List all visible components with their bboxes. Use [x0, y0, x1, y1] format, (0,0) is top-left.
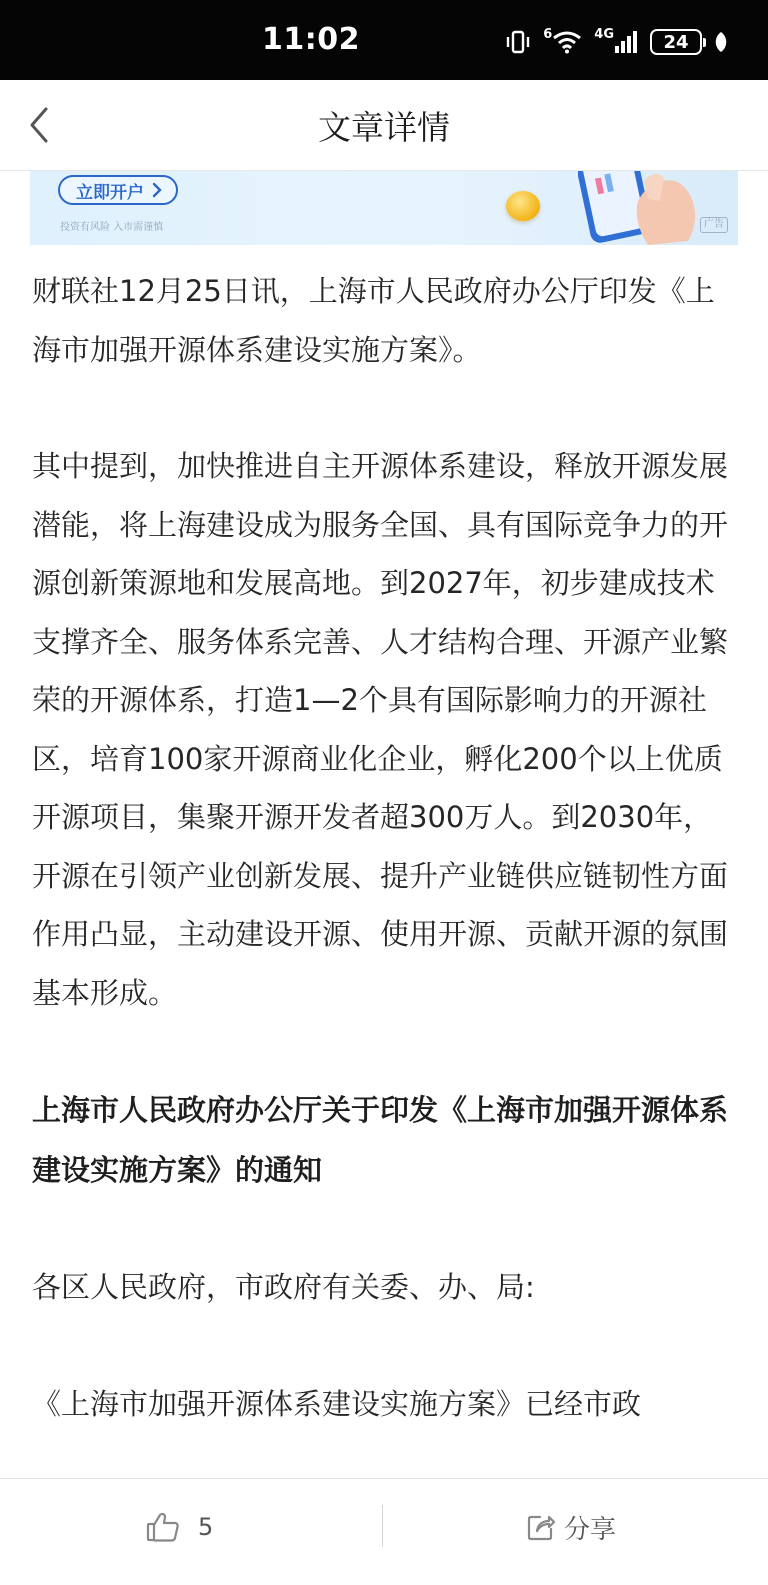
ad-banner[interactable] — [30, 171, 738, 245]
article-paragraph: 《上海市加强开源体系建设实施方案》已经市政 — [32, 1386, 642, 1421]
signal-icon — [614, 30, 638, 54]
article-body — [32, 262, 732, 1433]
share-button[interactable] — [526, 1503, 616, 1551]
bottom-action-bar — [0, 1478, 768, 1585]
coin-icon — [506, 191, 540, 221]
battery-level: 24 — [663, 31, 689, 53]
status-bar — [0, 0, 768, 80]
wifi-icon — [552, 30, 582, 54]
network-type: 4G — [594, 26, 614, 42]
vibrate-icon — [505, 29, 531, 55]
like-count: 5 — [198, 1513, 214, 1541]
article-paragraph: 各区人民政府，市政府有关委、办、局: — [32, 1270, 535, 1304]
ad-open-account-button[interactable] — [58, 175, 178, 205]
app-header — [0, 80, 768, 171]
article-paragraph: 财联社12月25日讯，上海市人民政府办公厅印发《上海市加强开源体系建设实施方案》。 — [32, 274, 715, 367]
chevron-right-icon — [152, 182, 162, 198]
article-paragraph: 其中提到，加快推进自主开源体系建设，释放开源发展潜能，将上海建设成为服务全国、具有国际竞争力的开源创新策源地和发展高地。到2027年，初步建成技术支撑齐全、服务体系完善、人才结构合理、开源产业繁荣的开源体系，打造1—2个具有国际影响力的开源社区，培育100家开源商业化企业，孵化200个以上优质开源项目，集聚开源开发者超300万人。到2030年，开源在引领产业创新发展、提升产业链供应链韧性方面作用凸显，主动建设开源、使用开源、贡献开源的氛围基本形成。 — [32, 449, 729, 1010]
page-title: 文章详情 — [318, 108, 450, 147]
wifi-label: 6 — [543, 26, 553, 42]
share-icon — [526, 1512, 556, 1542]
like-button[interactable] — [146, 1503, 213, 1551]
phone-hand-illustration — [578, 171, 718, 245]
leaf-icon — [714, 31, 728, 53]
status-time: 11:02 — [262, 22, 360, 57]
divider — [382, 1505, 383, 1547]
ad-tag: 广告 — [700, 217, 728, 233]
battery-indicator — [650, 29, 702, 55]
share-label: 分享 — [564, 1514, 617, 1545]
status-icons — [505, 26, 728, 58]
ad-cta-label: 立即开户 — [76, 182, 144, 203]
article-subheading: 上海市人民政府办公厅关于印发《上海市加强开源体系建设实施方案》的通知 — [32, 1093, 729, 1187]
thumbs-up-icon — [146, 1511, 180, 1543]
ad-disclaimer: 投资有风险 入市需谨慎 — [60, 222, 164, 233]
